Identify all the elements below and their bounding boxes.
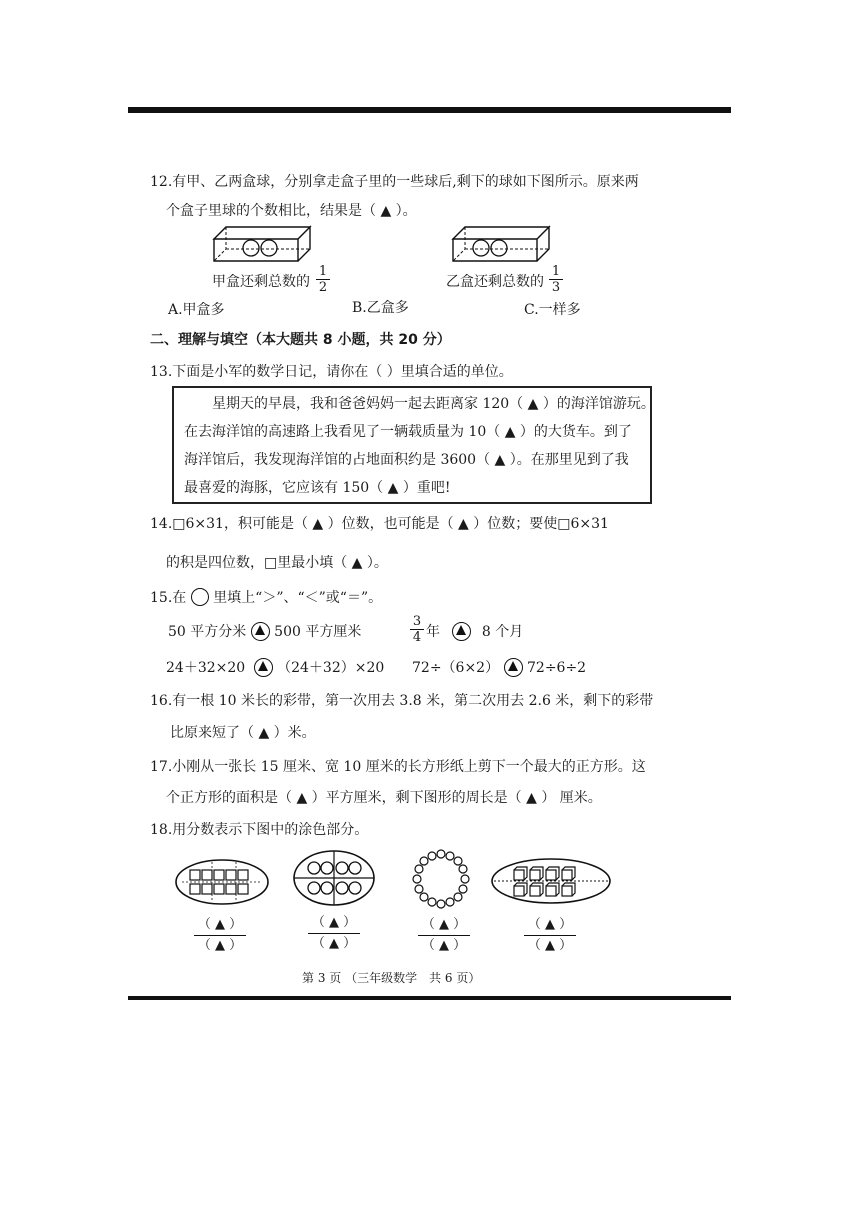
q15-r1b-numerator: 3 — [412, 614, 422, 629]
answer-2-denominator: （ ▲ ） — [311, 936, 357, 951]
diary-line-1: 星期天的早晨，我和爸爸妈妈一起去距离家 120（ ▲ ）的海洋馆游玩。 — [212, 396, 655, 412]
answer-2-numerator: （ ▲ ） — [311, 915, 357, 930]
diary-line-3: 海洋馆后，我发现海洋馆的占地面积约是 3600（ ▲ ）。在那里见到了我 — [184, 452, 629, 468]
q15-r1b-unit: 年 — [426, 624, 440, 640]
answer-4-numerator: （ ▲ ） — [527, 917, 573, 932]
box-a-numerator: 1 — [318, 264, 328, 279]
section2-title: 二、理解与填空（本大题共 8 小题，共 20 分） — [150, 332, 451, 348]
q15-r1b-denominator: 4 — [412, 630, 422, 645]
q18-figure-1 — [174, 856, 270, 908]
empty-circle-icon — [191, 588, 209, 606]
q18-figure-4 — [490, 856, 612, 906]
q16-line2: 比原来短了（ ▲ ）米。 — [170, 725, 316, 741]
q15-prompt — [150, 588, 382, 608]
q12-option-b: B.乙盒多 — [352, 300, 409, 316]
box-b-numerator: 1 — [551, 264, 561, 279]
q15-r2b-right: 72÷6÷2 — [527, 660, 587, 676]
q15-r2b — [412, 658, 586, 678]
page-footer: 第 3 页 （三年级数学 共 6 页） — [302, 971, 481, 985]
circled-triangle-icon — [452, 622, 471, 641]
q15-prompt-end: 里填上“＞”、“＜”或“＝”。 — [213, 590, 383, 606]
q12-option-a: A.甲盒多 — [168, 302, 225, 318]
q17-line2: 个正方形的面积是（ ▲ ）平方厘米，剩下图形的周长是（ ▲ ） 厘米。 — [166, 790, 602, 806]
q15-r2a — [166, 658, 384, 678]
answer-1-denominator: （ ▲ ） — [197, 938, 243, 953]
diary-line-4: 最喜爱的海豚，它应该有 150（ ▲ ）重吧! — [184, 480, 451, 496]
q12-option-c: C.一样多 — [524, 302, 581, 318]
bottom-rule — [128, 996, 731, 1000]
q15-r2a-left: 24＋32×20 — [166, 660, 246, 676]
q15-r2b-left: 72÷（6×2） — [412, 660, 500, 676]
answer-4-denominator: （ ▲ ） — [527, 938, 573, 953]
answer-3-denominator: （ ▲ ） — [421, 938, 467, 953]
top-rule — [128, 107, 731, 113]
box-a-denominator: 2 — [318, 280, 328, 295]
box-b-denominator: 3 — [551, 280, 561, 295]
box-b-caption: 乙盒还剩总数的 — [446, 274, 544, 290]
q12-line1: 12.有甲、乙两盒球，分别拿走盒子里的一些球后,剩下的球如下图所示。原来两 — [150, 174, 639, 190]
q18-prompt: 18.用分数表示下图中的涂色部分。 — [150, 822, 369, 838]
q16-line1: 16.有一根 10 米长的彩带，第一次用去 3.8 米，第二次用去 2.6 米，剩下的彩带 — [150, 693, 654, 709]
q15-r1a-right: 500 平方厘米 — [274, 624, 362, 640]
q18-answer-2[interactable] — [304, 914, 364, 953]
box-b-figure — [451, 223, 551, 265]
q18-figure-3 — [410, 848, 472, 910]
q12-line2: 个盒子里球的个数相比，结果是（ ▲ ）。 — [166, 203, 417, 219]
answer-3-numerator: （ ▲ ） — [421, 917, 467, 932]
q15-r1b — [426, 622, 523, 642]
q15-r1b-fraction — [410, 615, 424, 644]
q18-answer-1[interactable] — [190, 916, 250, 955]
q18-answer-4[interactable] — [520, 916, 580, 955]
box-a-caption: 甲盒还剩总数的 — [212, 274, 310, 290]
q14-line1: 14.□6×31，积可能是（ ▲ ）位数，也可能是（ ▲ ）位数；要使□6×31 — [150, 516, 609, 532]
q15-r1a — [168, 622, 361, 642]
q13-prompt: 13.下面是小军的数学日记，请你在（ ）里填合适的单位。 — [150, 364, 513, 380]
q15-prompt-start: 15.在 — [150, 590, 187, 606]
box-a-fraction — [316, 265, 330, 294]
circled-triangle-icon — [504, 658, 523, 677]
box-a-figure — [212, 223, 312, 265]
q18-figure-2 — [292, 848, 376, 908]
q15-r1a-left: 50 平方分米 — [168, 624, 247, 640]
q17-line1: 17.小刚从一张长 15 厘米、宽 10 厘米的长方形纸上剪下一个最大的正方形。这 — [150, 759, 646, 775]
q15-r1b-right: 8 个月 — [481, 624, 524, 640]
q15-r2a-right: （24＋32）×20 — [277, 660, 385, 676]
q14-line2: 的积是四位数，□里最小填（ ▲ ）。 — [166, 555, 388, 571]
q13-diary-box — [172, 386, 655, 504]
diary-line-2: 在去海洋馆的高速路上我看见了一辆载质量为 10（ ▲ ）的大货车。到了 — [184, 424, 632, 440]
answer-1-numerator: （ ▲ ） — [197, 917, 243, 932]
q18-answer-3[interactable] — [414, 916, 474, 955]
circled-triangle-icon — [251, 622, 270, 641]
box-b-fraction — [549, 265, 563, 294]
circled-triangle-icon — [254, 658, 273, 677]
